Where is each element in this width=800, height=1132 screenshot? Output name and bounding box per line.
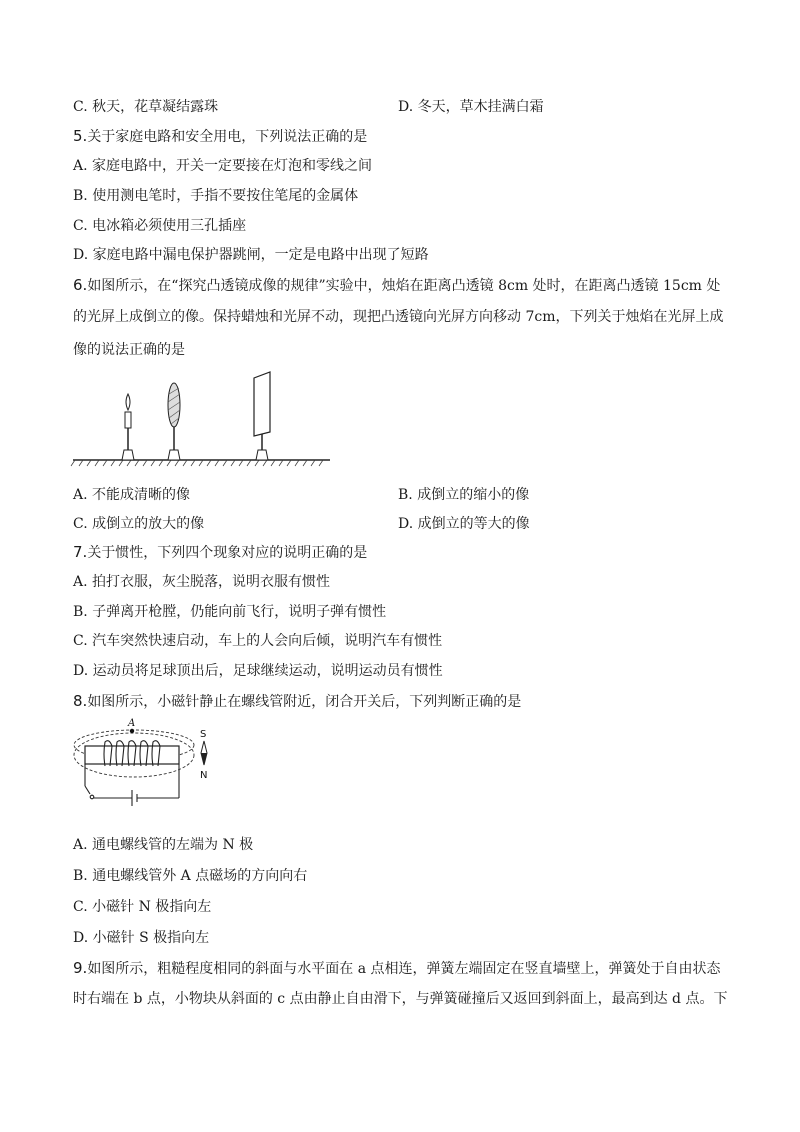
option-c: C. 电冰箱必须使用三孔插座	[73, 218, 247, 234]
option-a: A. 拍打衣服，灰尘脱落，说明衣服有惯性	[73, 574, 331, 590]
option-c: C. 汽车突然快速启动，车上的人会向后倾，说明汽车有惯性	[73, 633, 443, 649]
question-text: 如图所示，粗糙程度相同的斜面与水平面在 a 点相连，弹簧左端固定在竖直墙壁上，弹簧处于自由状态	[87, 961, 721, 977]
point-a-label: A	[128, 718, 136, 729]
question-6-stem-line-3: 像的说法正确的是	[73, 342, 185, 358]
question-number: 5.	[73, 127, 88, 145]
question-5-stem	[73, 127, 367, 146]
option-c: C. 小磁针 N 极指向左	[73, 899, 212, 915]
question-9-stem-line-1	[73, 959, 721, 978]
option-d: D. 冬天，草木挂满白霜	[398, 99, 544, 115]
option-d: D. 家庭电路中漏电保护器跳闸，一定是电路中出现了短路	[73, 247, 429, 263]
option-c: C. 成倒立的放大的像	[73, 516, 205, 532]
question-text: 关于家庭电路和安全用电，下列说法正确的是	[87, 129, 368, 145]
light-screen	[254, 372, 270, 460]
question-number: 7.	[73, 543, 88, 561]
option-a: A. 家庭电路中，开关一定要接在灯泡和零线之间	[73, 158, 373, 174]
option-c: C. 秋天，花草凝结露珠	[73, 99, 219, 115]
option-d: D. 小磁针 S 极指向左	[73, 930, 210, 946]
question-text: 如图所示，小磁针静止在螺线管附近，闭合开关后，下列判断正确的是	[87, 694, 522, 710]
convex-lens	[168, 383, 180, 460]
option-b: B. 使用测电笔时，手指不要按住笔尾的金属体	[73, 188, 359, 204]
question-number: 6.	[73, 276, 88, 294]
question-number: 9.	[73, 959, 88, 977]
question-text: 关于惯性，下列四个现象对应的说明正确的是	[87, 545, 368, 561]
option-b: B. 通电螺线管外 A 点磁场的方向向右	[73, 868, 308, 884]
question-text: 如图所示，在“探究凸透镜成像的规律”实验中，烛焰在距离凸透镜 8cm 处时，在距离凸透镜 15cm 处	[87, 278, 721, 294]
question-9-stem-line-2: 时右端在 b 点，小物块从斜面的 c 点由静止自由滑下，与弹簧碰撞后又返回到斜面上，最高到达 d 点。下	[73, 991, 728, 1007]
north-label: N	[200, 770, 208, 781]
option-b: B. 成倒立的缩小的像	[398, 487, 530, 503]
option-b: B. 子弹离开枪膛，仍能向前飞行，说明子弹有惯性	[73, 604, 387, 620]
option-d: D. 运动员将足球顶出后，足球继续运动，说明运动员有惯性	[73, 663, 443, 679]
option-a: A. 通电螺线管的左端为 N 极	[73, 837, 254, 853]
solenoid-figure	[70, 716, 220, 816]
lens-experiment-figure	[70, 370, 335, 468]
candle	[122, 394, 134, 460]
question-6-stem-line-1	[73, 276, 720, 295]
question-6-stem-line-2: 的光屏上成倒立的像。保持蜡烛和光屏不动，现把凸透镜向光屏方向移动 7cm，下列关于烛焰在光屏上成	[73, 309, 724, 325]
question-8-stem	[73, 692, 521, 711]
south-label: S	[200, 729, 207, 740]
option-a: A. 不能成清晰的像	[73, 487, 191, 503]
option-d: D. 成倒立的等大的像	[398, 516, 530, 532]
question-7-stem	[73, 543, 367, 562]
question-number: 8.	[73, 692, 88, 710]
